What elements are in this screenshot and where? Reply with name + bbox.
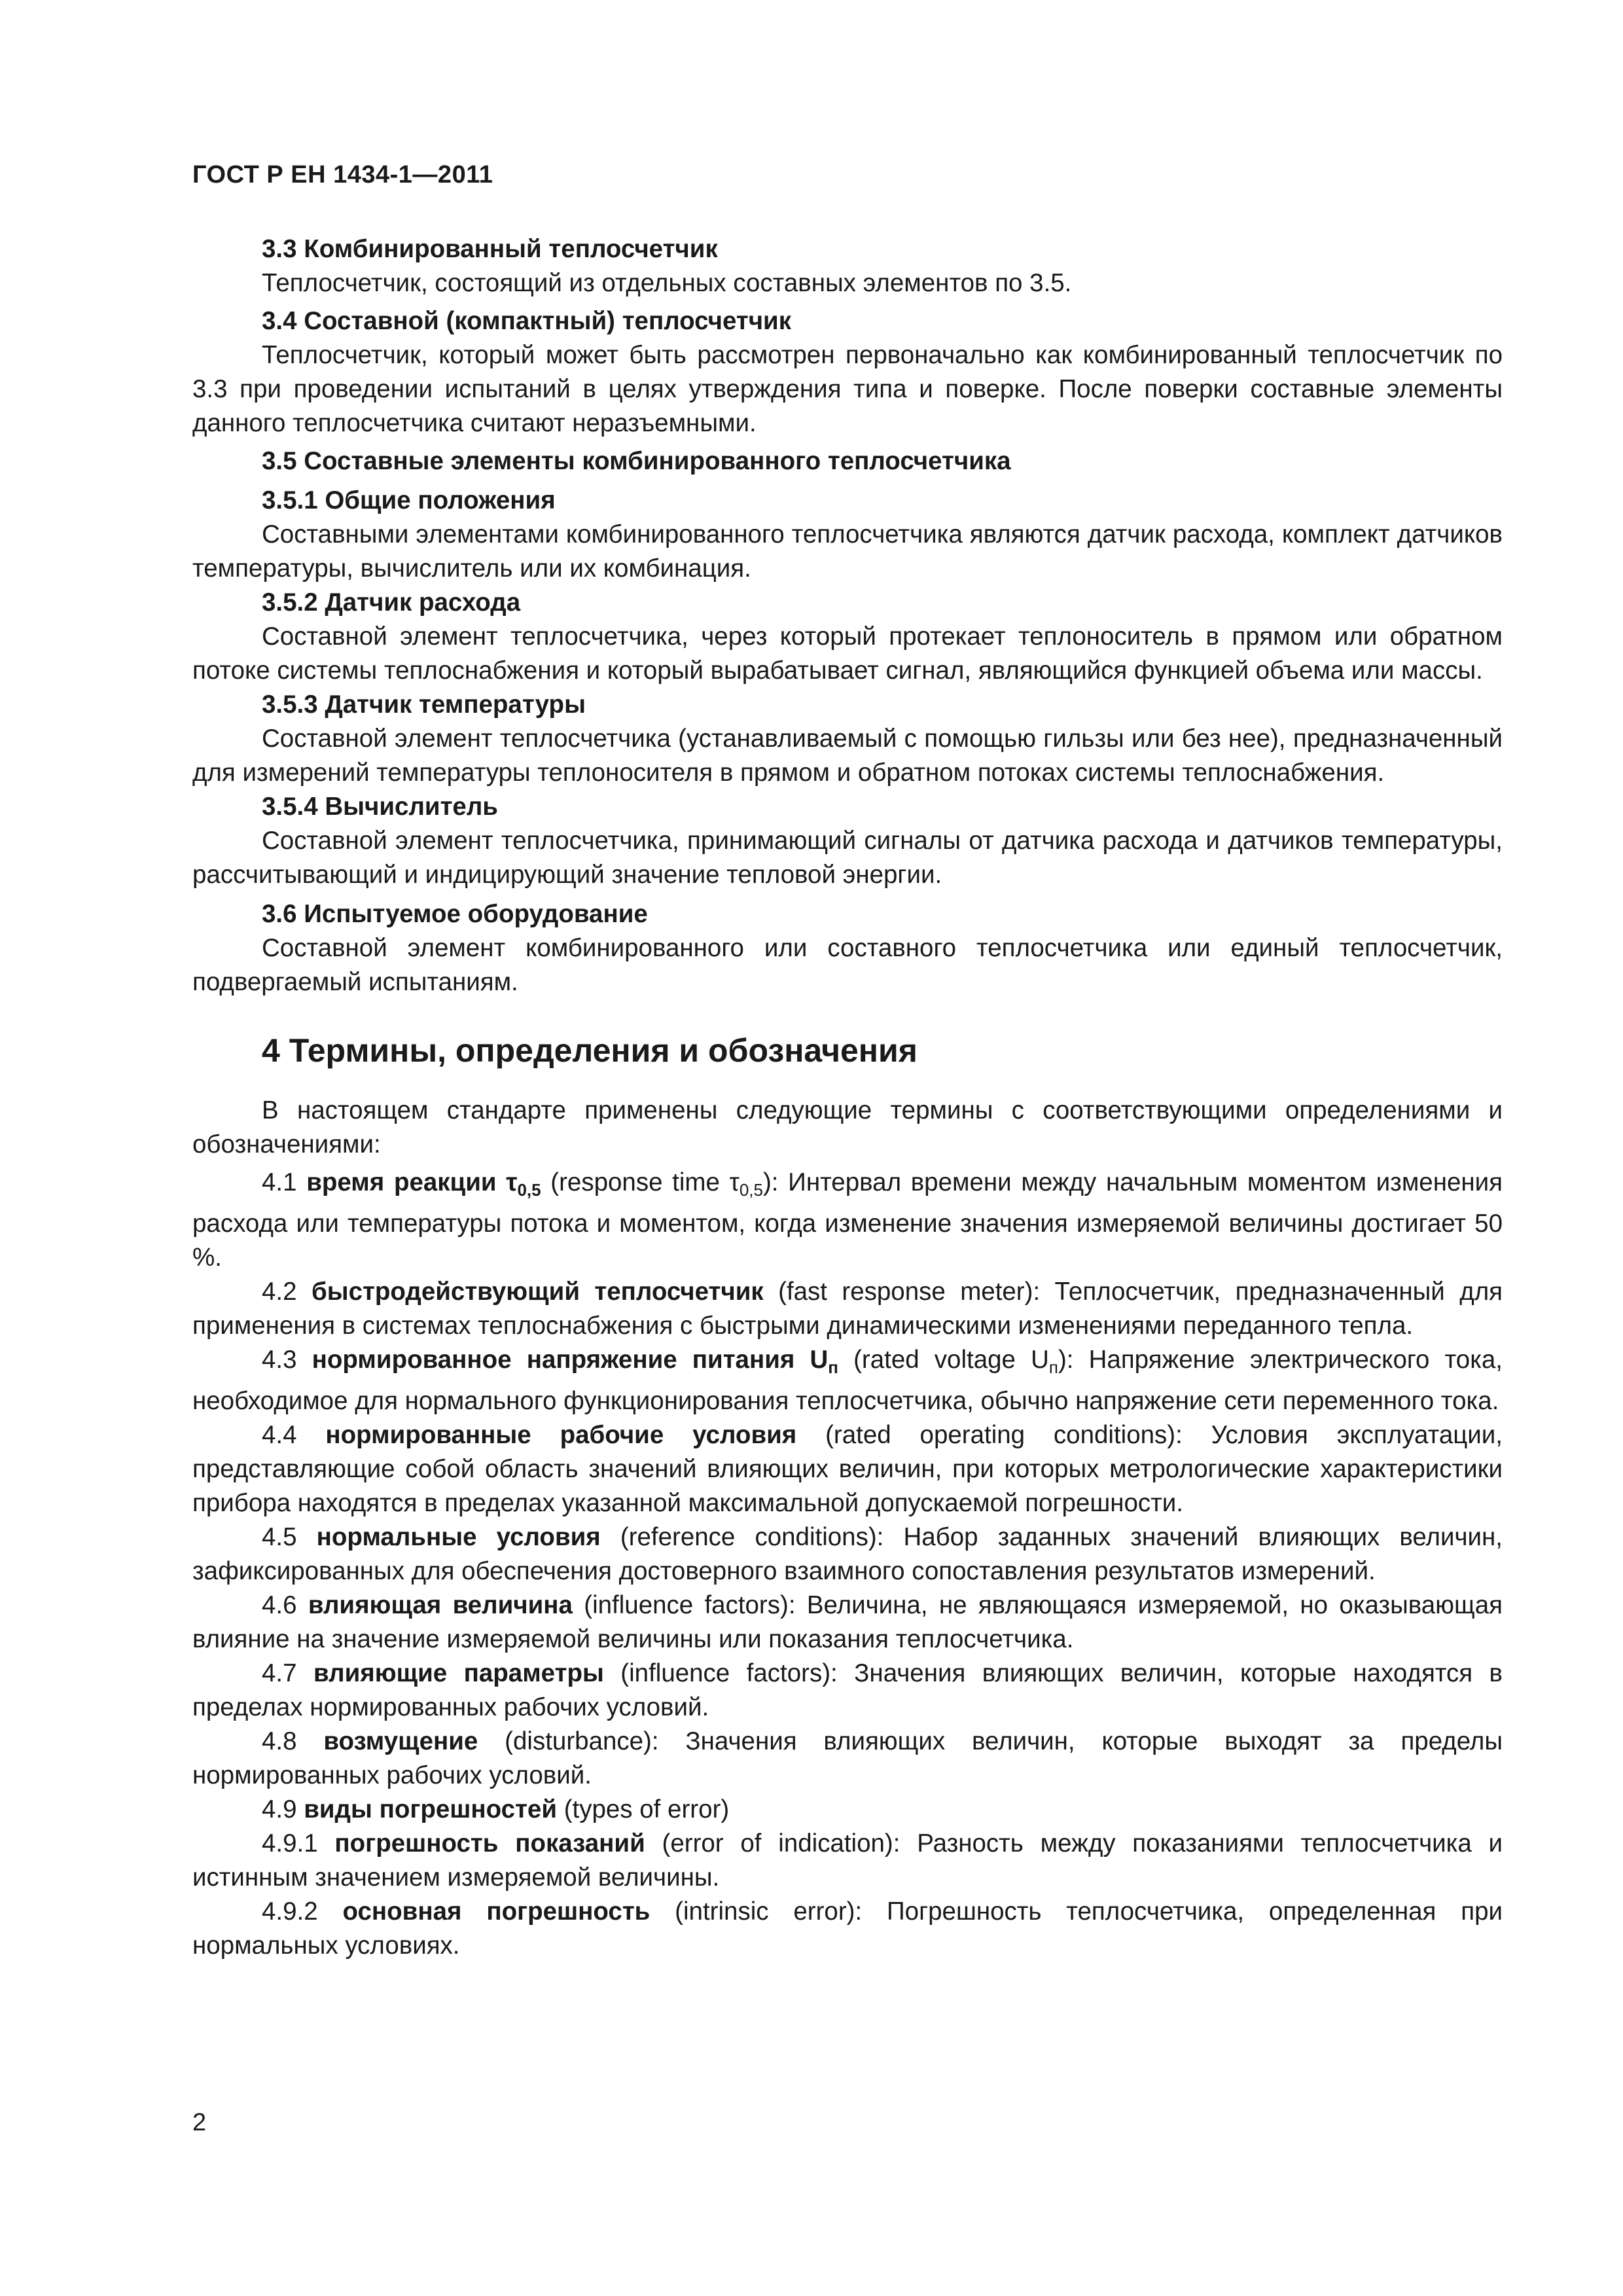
- term-4-9-2: [192, 1895, 1503, 1963]
- term-number: 4.4: [262, 1421, 326, 1449]
- term-english-subscript: п: [1048, 1357, 1058, 1377]
- term-4-6: [192, 1588, 1503, 1657]
- term-name: нормальные условия: [316, 1523, 601, 1551]
- document-id-header: ГОСТ Р ЕН 1434-1—2011: [192, 161, 493, 188]
- term-number: 4.6: [262, 1591, 308, 1619]
- section-intro: В настоящем стандарте применены следующие термины с соответствующими определениями и обозначениями:: [192, 1096, 1503, 1158]
- term-english-prefix: (response time τ: [541, 1168, 740, 1196]
- term-definition: (types of error): [557, 1795, 730, 1823]
- term-name: быстродействующий теплосчетчик: [311, 1278, 764, 1306]
- term-name: возмущение: [323, 1727, 478, 1755]
- term-name: основная погрешность: [342, 1897, 651, 1926]
- clause-heading: 3.5 Составные элементы комбинированного теплосчетчика: [262, 447, 1011, 475]
- term-4-7: [192, 1657, 1503, 1725]
- term-definition: (rated operating conditions): Условия эксплуатации, представляющие собой область значений влияющих величин, при которых метрологические характеристики прибора находятся в пределах указанной максимальной допускаемой погрешности.: [192, 1421, 1503, 1517]
- term-number: 4.7: [262, 1659, 313, 1687]
- term-4-4: [192, 1418, 1503, 1520]
- term-definition: ): Напряжение электрического тока, необходимое для нормального функционирования теплосчетчика, обычно напряжение сети переменного тока.: [192, 1346, 1503, 1415]
- term-4-5: [192, 1520, 1503, 1588]
- term-name: виды погрешностей: [304, 1795, 558, 1823]
- term-4-8: [192, 1725, 1503, 1793]
- term-definition: (influence factors): Величина, не являющаяся измеряемой, но оказывающая влияние на значение измеряемой величины или показания теплосчетчика.: [192, 1591, 1503, 1653]
- term-english-subscript: 0,5: [739, 1180, 763, 1200]
- term-name: нормированные рабочие условия: [325, 1421, 797, 1449]
- clause-heading: 3.5.4 Вычислитель: [262, 793, 498, 821]
- term-number: 4.9: [262, 1795, 304, 1823]
- term-4-1: [192, 1166, 1503, 1275]
- term-4-9-1: [192, 1827, 1503, 1895]
- clause-text: Теплосчетчик, который может быть рассмотрен первоначально как комбинированный теплосчетчик по 3.3 при проведении испытаний в целях утверждения типа и поверке. После поверки составные элементы данного теплосчетчика считают неразъемными.: [192, 341, 1503, 437]
- term-english-prefix: (rated voltage U: [838, 1346, 1049, 1374]
- clause-text: Составной элемент теплосчетчика, принимающий сигналы от датчика расхода и датчиков температуры, рассчитывающий и индицирующий значение тепловой энергии.: [192, 827, 1503, 889]
- clause-text: Теплосчетчик, состоящий из отдельных составных элементов по 3.5.: [262, 269, 1072, 297]
- term-name-text: нормированное напряжение питания U: [312, 1346, 829, 1374]
- term-number: 4.2: [262, 1278, 312, 1306]
- clause-text: Составной элемент теплосчетчика (устанавливаемый с помощью гильзы или без нее), предназначенный для измерений температуры теплоносителя в прямом и обратном потоках системы теплоснабжения.: [192, 725, 1503, 787]
- term-subscript: 0,5: [517, 1180, 541, 1200]
- term-definition: (influence factors): Значения влияющих величин, которые находятся в пределах нормированных рабочих условий.: [192, 1659, 1503, 1721]
- clause-heading: 3.5.2 Датчик расхода: [262, 588, 521, 617]
- term-name: влияющие параметры: [313, 1659, 604, 1687]
- term-number: 4.1: [262, 1168, 307, 1196]
- term-number: 4.9.1: [262, 1829, 335, 1857]
- term-name: [312, 1346, 838, 1377]
- term-definition: (reference conditions): Набор заданных значений влияющих величин, зафиксированных для обеспечения достоверного взаимного сопоставления результатов измерений.: [192, 1523, 1503, 1585]
- term-name: [306, 1168, 541, 1200]
- term-definition: (fast response meter): Теплосчетчик, предназначенный для применения в системах теплоснабжения с быстрыми динамическими изменениями переданного тепла.: [192, 1278, 1503, 1340]
- term-name-text: время реакции τ: [306, 1168, 518, 1196]
- term-number: 4.9.2: [262, 1897, 343, 1926]
- page-number: 2: [192, 2109, 207, 2136]
- term-number: 4.8: [262, 1727, 324, 1755]
- term-definition: ): Интервал времени между начальным моментом изменения расхода или температуры потока и моментом, когда изменение значения измеряемой величины достигает 50 %.: [192, 1168, 1503, 1272]
- clause-heading: 3.5.3 Датчик температуры: [262, 691, 586, 719]
- term-4-3: [192, 1343, 1503, 1418]
- term-name: влияющая величина: [308, 1591, 573, 1619]
- term-definition: (intrinsic error): Погрешность теплосчетчика, определенная при нормальных условиях.: [192, 1897, 1503, 1960]
- term-4-9: [192, 1793, 1503, 1827]
- section-title: 4 Термины, определения и обозначения: [262, 1032, 918, 1069]
- term-number: 4.3: [262, 1346, 312, 1374]
- term-number: 4.5: [262, 1523, 317, 1551]
- term-name: погрешность показаний: [334, 1829, 645, 1857]
- term-subscript: п: [828, 1357, 838, 1377]
- page-body: [192, 232, 1503, 1963]
- term-4-2: [192, 1275, 1503, 1343]
- clause-heading: 3.3 Комбинированный теплосчетчик: [262, 235, 718, 263]
- term-definition: (error of indication): Разность между показаниями теплосчетчика и истинным значением измеряемой величины.: [192, 1829, 1503, 1892]
- clause-heading: 3.4 Составной (компактный) теплосчетчик: [262, 307, 791, 335]
- term-definition: (disturbance): Значения влияющих величин, которые выходят за пределы нормированных рабочих условий.: [192, 1727, 1503, 1789]
- clause-heading: 3.5.1 Общие положения: [262, 486, 556, 514]
- clause-heading: 3.6 Испытуемое оборудование: [262, 900, 648, 928]
- clause-text: Составной элемент комбинированного или составного теплосчетчика или единый теплосчетчик, подвергаемый испытаниям.: [192, 934, 1503, 996]
- clause-text: Составной элемент теплосчетчика, через который протекает теплоноситель в прямом или обратном потоке системы теплоснабжения и который вырабатывает сигнал, являющийся функцией объема или массы.: [192, 622, 1503, 685]
- clause-text: Составными элементами комбинированного теплосчетчика являются датчик расхода, комплект датчиков температуры, вычислитель или их комбинация.: [192, 520, 1503, 583]
